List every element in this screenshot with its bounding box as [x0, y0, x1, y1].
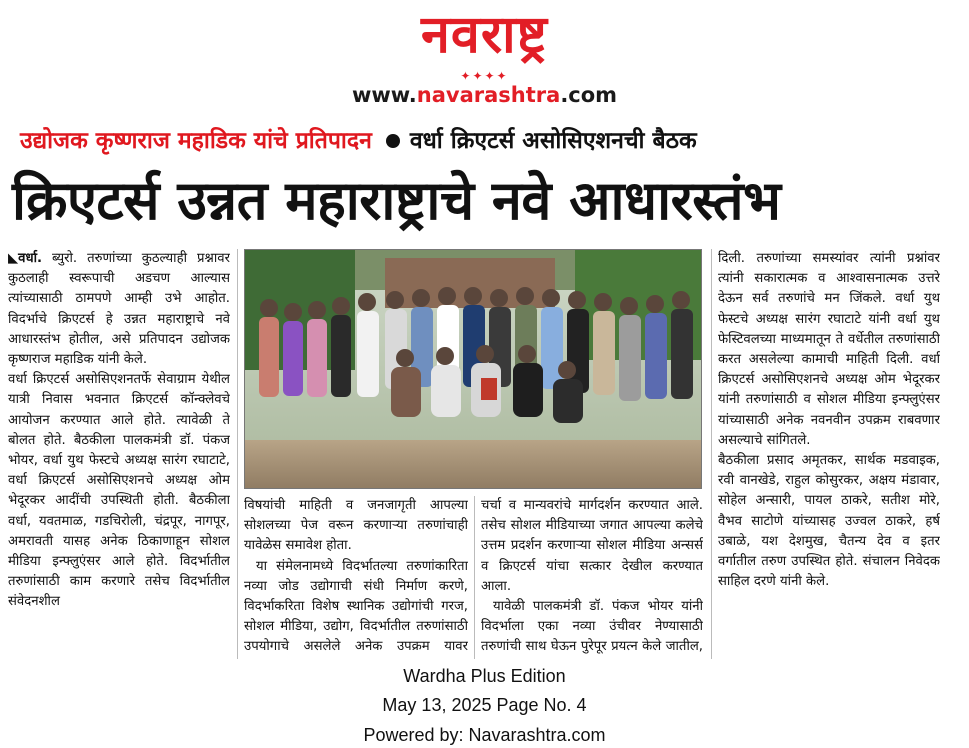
- url-suffix: .com: [560, 83, 618, 107]
- col3-paragraph-1: चर्चा व मान्यवरांचे मार्गदर्शन करण्यात आले. तसेच सोशल मीडियाच्या जगात आपल्या कलेचे उत्तम प्रदर्शन करणाऱ्या सोशल मीडिया अन्सर्स व क्रिएटर्स यांचा सत्कार देखील करण्यात आला.: [481, 498, 703, 594]
- col4-paragraph-2: बैठकीला प्रसाद अमृतकर, सार्थक मडवाइक, रवी वानखेडे, राहुल कोसुरकर, अक्षय मंडावार, सोहेल अन्सारी, पायल ठाकरे, सतीश मोरे, वैभव साटोणे यांच्यासह उज्वल ठाकरे, हर्ष उबाळे, यश देशमुख, चैतन्य देव व इतर वर्गातील तरुण उपस्थित होते. संचालन निवेदक साहिल दरणे यांनी केले.: [718, 453, 940, 590]
- footer-date-page: May 13, 2025 Page No. 4: [382, 695, 587, 715]
- col1-paragraph-1: ब्युरो. तरुणांच्या कुठल्याही प्रश्नावर कुठलाही स्वरूपाची अडचण आल्यास त्यांच्यासाठी ठामपणे आम्ही उभे आहोत. विदर्भाचे क्रिएटर्स हे उन्नत महाराष्ट्राचे नवे आधारस्तंभ होतील, असे प्रतिपादन उद्योजक कृष्णराज महाडिक यांनी केले.: [8, 251, 230, 368]
- kicker-left: उद्योजक कृष्णराज महाडिक यांचे प्रतिपादन: [20, 128, 372, 154]
- col1-paragraph-2: वर्धा क्रिएटर्स असोसिएशनतर्फे सेवाग्राम येथील यात्री निवास भवनात क्रिएटर्स कॉन्क्लेवचे आयोजन करण्यात आले होते. त्यावेळी ते बोलत होते. बैठकीला पालकमंत्री डॉ. पंकज भोयर, वर्धा युथ फेस्टचे अध्यक्ष सारंग रघाटाटे, वर्धा क्रिएटर्स असोसिएशनचे अध्यक्ष ओम भेदूरकर आदींची उपस्थिती होती. बैठकीला वर्धा, यवतमाळ, गडचिरोली, चंद्रपूर, नागपूर, अमरावती यासह अनेक ठिकाणाहून सोशल मीडिया इन्फ्लुएंसर आले होते. विदर्भातील तरुणांसाठी काम करणारे तसेच विदर्भातील संवेदनशील: [8, 372, 230, 610]
- article-column-1: [8, 249, 230, 659]
- group-photo: [244, 249, 702, 489]
- column-divider: [711, 249, 712, 659]
- col2-paragraph-1: विषयांची माहिती व जनजागृती आपल्या सोशलच्या पेज वरून करणाऱ्या तरुणांचाही यावेळेस समावेश होता.: [244, 498, 468, 554]
- footer-powered-link[interactable]: Powered by: Navarashtra.com: [363, 725, 606, 745]
- kicker-bullet: [386, 134, 400, 148]
- column-divider: [474, 496, 475, 659]
- article-column-3: [481, 496, 703, 659]
- footer-edition: Wardha Plus Edition: [403, 666, 566, 686]
- masthead-logo: नवराष्ट्र: [421, 5, 548, 65]
- kicker-right: वर्धा क्रिएटर्स असोसिएशनची बैठक: [409, 128, 697, 154]
- url-brand: navarashtra: [416, 83, 561, 107]
- article-column-2: [244, 496, 468, 659]
- article-column-4: [718, 249, 940, 659]
- group-photo-image: [245, 250, 702, 489]
- masthead-ornament: ✦✦✦✦: [460, 69, 509, 83]
- kicker: [20, 124, 960, 158]
- headline: क्रिएटर्स उन्नत महाराष्ट्राचे नवे आधारस्तंभ: [12, 169, 781, 232]
- url-prefix: www.: [351, 83, 417, 107]
- col4-paragraph-1: दिली. तरुणांच्या समस्यांवर त्यांनी प्रश्नांवर त्यांनी सकारात्मक व आश्वासनात्मक उत्तरे देऊन सर्व तरुणांचे मन जिंकले. वर्धा युथ फेस्टचे अध्यक्ष सारंग रघाटाटे यांनी वर्धा युथ फेस्टिवलच्या माध्यमातून ते वर्धेतील तरुणांसाठी करत असलेल्या कामाची माहिती दिली. वर्धा क्रिएटर्स असोसिएशनचे अध्यक्ष ओम भेदूरकर यांनी तरुणांसाठी व सोशल मीडिया इन्फ्लुएंसर यांच्यासाठी अनेक नवनवीन उपक्रम राबवणार असल्याचे सांगितले.: [718, 251, 940, 448]
- column-divider: [237, 249, 238, 659]
- col3-paragraph-2: यावेळी पालकमंत्री डॉ. पंकज भोयर यांनी विदर्भाला एका नव्या उंचीवर नेण्यासाठी तरुणांची साथ घेऊन पुरेपूर प्रयत्न केले जातील,: [481, 599, 703, 655]
- col2-paragraph-2: या संमेलनामध्ये विदर्भातल्या तरुणांकारिता नव्या जोड उद्योगाची संधी निर्माण करणे, विदर्भाकरिता विशेष स्थानिक उद्योगांची गरज, सोशल मीडिया, उद्योग, विदर्भातील तरुणांसाठी उपयोगाचे असलेले अनेक उपक्रम यावर: [244, 558, 468, 655]
- dateline-arrow-icon: ◣: [8, 251, 19, 266]
- masthead-url: [0, 82, 969, 108]
- dateline: वर्धा.: [18, 251, 43, 266]
